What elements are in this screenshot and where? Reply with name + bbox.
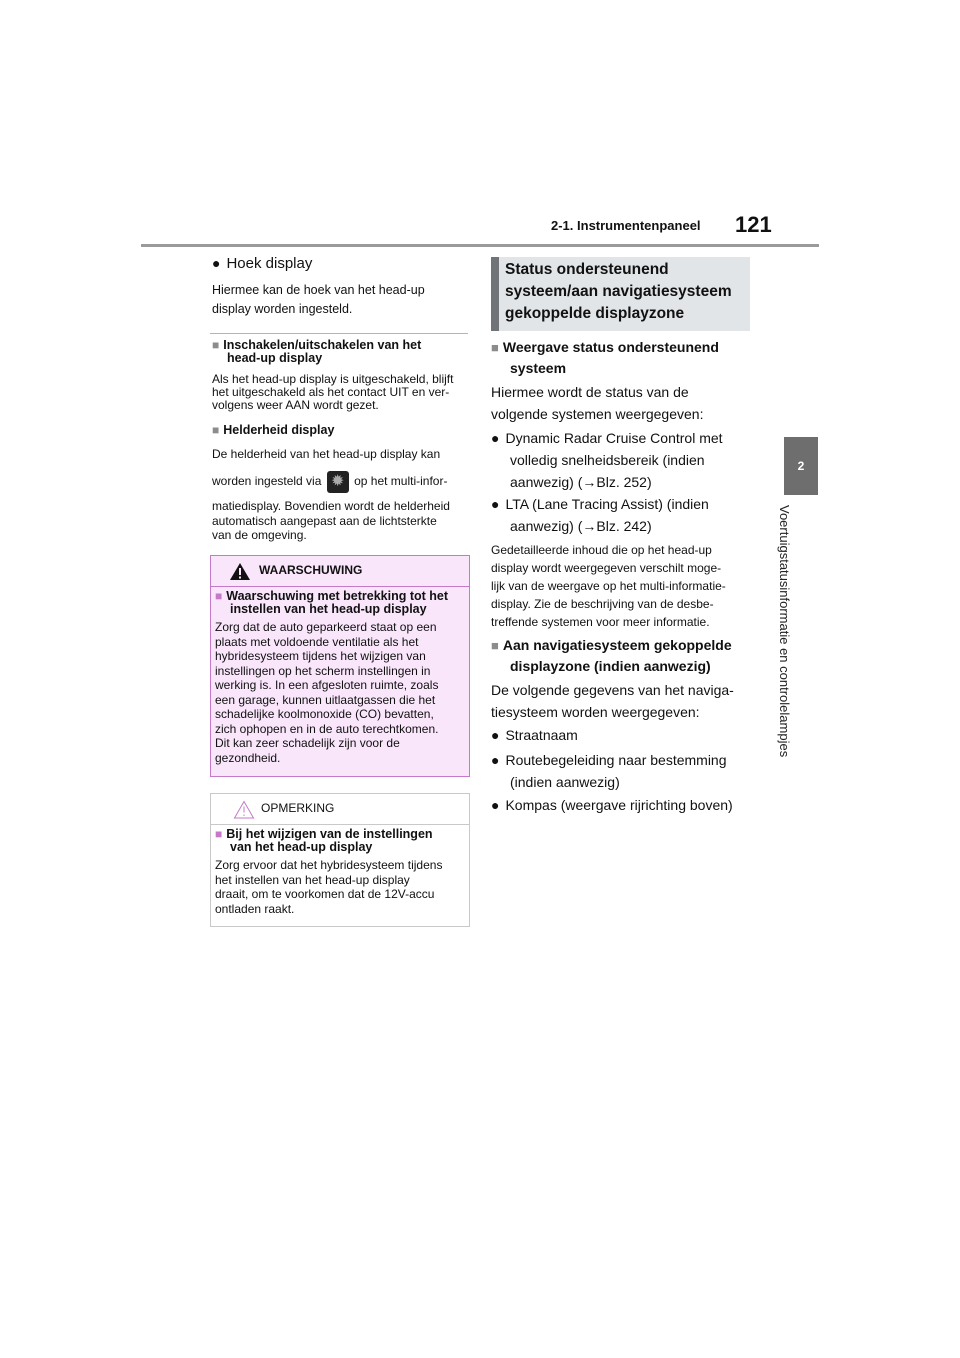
- nav-zone-block: [491, 635, 753, 676]
- warning-title: instellen van het head-up display: [230, 602, 427, 616]
- header-divider: [141, 244, 819, 247]
- detail-note: [491, 541, 753, 631]
- list-item: [491, 493, 753, 537]
- text-line: De volgende gegevens van het naviga-: [491, 682, 734, 698]
- chapter-title: 2-1. Instrumentenpaneel: [551, 218, 701, 233]
- text-line: volgens weer AAN wordt gezet.: [212, 398, 379, 412]
- text-line: volgende systemen weergegeven:: [491, 406, 704, 422]
- text-line: plaats met voldoende ventilatie als het: [215, 634, 419, 649]
- list-item-text: aanwezig) (→Blz. 242): [510, 518, 652, 534]
- text-line: het uitgeschakeld als het contact UIT en ver-: [212, 385, 450, 399]
- page-number: 121: [735, 212, 772, 237]
- square-bullet-icon: ■: [215, 827, 223, 841]
- bullet-icon: ●: [491, 797, 500, 813]
- warning-header: [211, 556, 469, 586]
- nav-zone-text: [491, 679, 753, 723]
- warning-body: [215, 590, 465, 765]
- note-label: OPMERKING: [261, 801, 335, 815]
- warning-title: Waarschuwing met betrekking tot het: [226, 589, 449, 603]
- subsection-toggle-text: [212, 373, 470, 412]
- note-title: Bij het wijzigen van de instellingen: [226, 827, 433, 841]
- warning-label: WAARSCHUWING: [259, 563, 363, 577]
- list-item: [491, 794, 753, 816]
- list-item: [491, 749, 753, 793]
- text-line: display worden ingesteld.: [212, 302, 353, 316]
- square-bullet-icon: ■: [491, 340, 499, 355]
- subsection-title: head-up display: [227, 351, 323, 365]
- section-heading-box: [491, 257, 750, 331]
- item-angle-display: [212, 255, 312, 272]
- caution-triangle-icon: [233, 800, 255, 819]
- bullet-icon: ●: [491, 727, 500, 743]
- subsection-toggle-display: [212, 339, 470, 365]
- text-line: instellingen op het scherm instellingen in: [215, 663, 431, 678]
- text-line: automatisch aangepast aan de lichtsterkte: [212, 514, 437, 528]
- settings-gear-icon: [327, 471, 349, 493]
- bullet-icon: ●: [491, 430, 500, 446]
- list-item: [491, 427, 753, 493]
- item-angle-title: Hoek display: [226, 255, 313, 272]
- item-angle-description: [212, 281, 462, 319]
- assist-status-text: [491, 381, 753, 425]
- text-line: hybridesysteem tijdens het wijzigen van: [215, 649, 426, 663]
- text-line: het instellen van het head-up display: [215, 872, 410, 887]
- subheading: Weergave status ondersteunend: [502, 339, 719, 355]
- text-line: Als het head-up display is uitgeschakeld, blijft: [212, 372, 454, 386]
- note-box: [210, 793, 470, 927]
- list-item-text: Routebegeleiding naar bestemming: [505, 752, 727, 768]
- text-line: tiesysteem worden weergegeven:: [491, 704, 700, 720]
- text-line: Zorg dat de auto geparkeerd staat op een: [215, 620, 437, 634]
- subsection-title: Helderheid display: [223, 423, 335, 437]
- text-line: ontladen raakt.: [215, 901, 295, 916]
- section-divider: [210, 333, 468, 334]
- subsection-brightness: [212, 424, 470, 437]
- chapter-tab: 2: [784, 437, 818, 495]
- text-line: gezondheid.: [215, 750, 281, 765]
- square-bullet-icon: ■: [212, 423, 220, 437]
- assist-status-block: [491, 337, 753, 378]
- section-heading: [505, 259, 732, 325]
- section-heading-line: Status ondersteunend: [505, 261, 669, 278]
- list-item-text: Kompas (weergave rijrichting boven): [505, 797, 733, 813]
- side-section-label: [777, 505, 808, 775]
- text-line: matiedisplay. Bovendien wordt de helderheid: [212, 499, 450, 513]
- text-line: Hiermee kan de hoek van het head-up: [212, 283, 425, 297]
- note-body: [215, 828, 465, 916]
- section-heading-line: systeem/aan navigatiesysteem: [505, 283, 732, 300]
- warning-triangle-icon: [229, 562, 251, 581]
- list-item-text: aanwezig) (→Blz. 252): [510, 474, 652, 490]
- text-line: worden ingesteld via: [212, 474, 322, 488]
- square-bullet-icon: ■: [212, 338, 220, 352]
- square-bullet-icon: ■: [215, 589, 223, 603]
- square-bullet-icon: ■: [491, 638, 499, 653]
- list-item-text: Dynamic Radar Cruise Control met: [505, 430, 723, 446]
- note-divider: [211, 824, 469, 825]
- bullet-icon: ●: [491, 496, 500, 512]
- note-title: van het head-up display: [230, 840, 373, 854]
- text-line: schadelijke koolmonoxide (CO) bevatten,: [215, 707, 434, 721]
- bullet-icon: ●: [491, 752, 500, 768]
- subsection-brightness-text: [212, 446, 470, 542]
- text-line: Hiermee wordt de status van de: [491, 384, 689, 400]
- text-line: van de omgeving.: [212, 528, 307, 542]
- text-line: display. Zie de beschrijving van de desbe-: [491, 597, 714, 611]
- text-line: De helderheid van het head-up display kan: [212, 447, 441, 461]
- bullet-icon: ●: [212, 255, 221, 271]
- subheading: systeem: [510, 360, 567, 376]
- subsection-title: Inschakelen/uitschakelen van het: [223, 338, 422, 352]
- text-line: werking is. In een afgesloten ruimte, zoals: [215, 678, 439, 692]
- text-line: Gedetailleerde inhoud die op het head-up: [491, 543, 712, 557]
- list-item-text: (indien aanwezig): [510, 774, 620, 790]
- list-item-text: Straatnaam: [505, 727, 578, 743]
- text-line: een garage, kunnen uitlaatgassen die het: [215, 692, 436, 707]
- text-line: zich ophopen en in de auto terechtkomen.: [215, 721, 439, 736]
- text-line: draait, om te voorkomen dat de 12V-accu: [215, 887, 435, 901]
- text-line: Dit kan zeer schadelijk zijn voor de: [215, 736, 400, 750]
- side-section-text: Voertuigstatusinformatie en controlelampjes: [777, 505, 792, 758]
- text-line: lijk van de weergave op het multi-informatie-: [491, 579, 726, 593]
- section-heading-line: gekoppelde displayzone: [505, 305, 685, 322]
- list-item: [491, 724, 753, 746]
- subheading: displayzone (indien aanwezig): [510, 658, 711, 674]
- text-line: op het multi-infor-: [354, 474, 448, 488]
- warning-divider: [211, 586, 469, 587]
- subheading: Aan navigatiesysteem gekoppelde: [502, 637, 732, 653]
- list-item-text: LTA (Lane Tracing Assist) (indien: [505, 496, 709, 512]
- text-line: display wordt weergegeven verschilt moge-: [491, 561, 722, 575]
- warning-box: [210, 555, 470, 777]
- text-line: treffende systemen voor meer informatie.: [491, 615, 710, 629]
- text-line: Zorg ervoor dat het hybridesysteem tijdens: [215, 858, 443, 872]
- list-item-text: volledig snelheidsbereik (indien: [510, 452, 705, 468]
